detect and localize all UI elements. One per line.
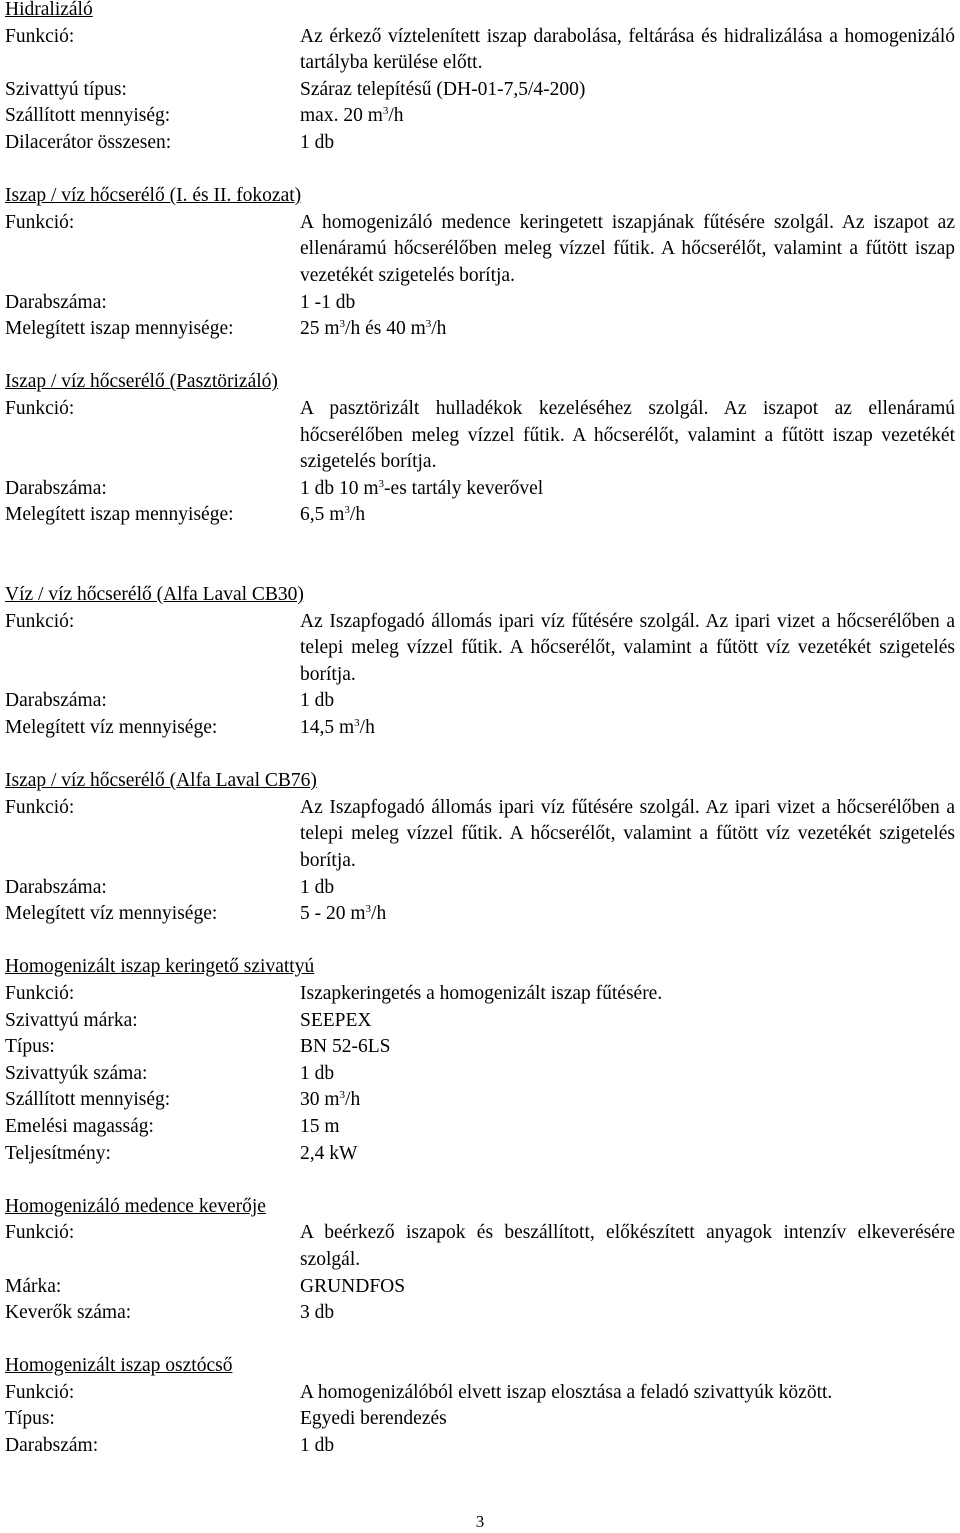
page-number: 3 [475,1512,485,1531]
section-title: Iszap / víz hőcserélő (Pasztörizáló) [5,371,278,393]
spec-value: Iszapkeringetés a homogenizált iszap fűtésére. [300,982,663,1004]
section-title: Homogenizált iszap keringető szivattyú [5,956,315,978]
spec-row-darabszama [5,476,955,503]
spec-value: 25 $m^3/h$ és 40 $m^3/h$ [300,318,447,340]
section-viz-viz-hocserelo-cb30 [5,582,955,742]
spec-row-melegitett-viz [5,715,955,742]
spec-label: Darabszáma: [5,876,107,898]
section-iszap-viz-hocserelo-fokozat [5,183,955,343]
spec-row-szivattyuk-szama [5,1061,955,1088]
spec-row-funkcio [5,1380,955,1407]
section-title: Iszap / víz hőcserélő (Alfa Laval CB76) [5,770,317,792]
spec-label: Szivattyú típus: [5,78,127,100]
spec-value: 14,5 $m^3/h$ [300,717,375,739]
spec-label: Funkció: [5,796,75,818]
spec-value: 3 db [300,1302,335,1324]
spec-label: Típus: [5,1408,55,1430]
spec-label: Szállított mennyiség: [5,1089,171,1111]
spec-value: A homogenizáló medence keringetett iszapjának fűtésére szolgál. Az iszapot az ellenáramú hőcserélőben meleg vízzel fűtik. A hőcserélőt, valamint a fűtött iszap vezetékét szigetelés borítja. [300,211,955,286]
spec-value: 1 db [300,1435,335,1457]
spec-value: 1 db [300,876,335,898]
spec-value: A homogenizálóból elvett iszap elosztása a feladó szivattyúk között. [300,1381,833,1403]
section-keringeto-szivattyu [5,954,955,1167]
spec-value: 5 - 20 $m^3/h$ [300,903,387,925]
spec-row-melegitett-iszap [5,316,955,343]
section-title: Hidralizáló [5,0,93,20]
spec-label: Szivattyúk száma: [5,1062,148,1084]
spec-label: Szivattyú márka: [5,1009,138,1031]
spec-label: Keverők száma: [5,1302,132,1324]
spec-label: Funkció: [5,211,75,233]
spec-row-tipus [5,1034,955,1061]
spec-value: 1 db [300,131,335,153]
spec-value: max. 20 $m^3/h$ [300,105,404,127]
spec-value: 15 m [300,1115,340,1137]
spec-value: Száraz telepítésű (DH-01-7,5/4-200) [300,78,586,100]
spec-label: Darabszáma: [5,477,107,499]
spec-row-darabszama [5,688,955,715]
section-title: Homogenizáló medence keverője [5,1195,266,1217]
spec-row-darabszama [5,290,955,317]
spec-row-darabszama [5,875,955,902]
spec-row-melegitett-viz [5,901,955,928]
spec-row-emelesi-magassag [5,1114,955,1141]
spec-label: Szállított mennyiség: [5,105,171,127]
spec-row-teljesitmeny [5,1141,955,1168]
spec-row-keverok-szama [5,1300,955,1327]
spec-row-funkcio [5,795,955,875]
spec-row-darabszam [5,1433,955,1460]
spec-value: 2,4 kW [300,1142,358,1164]
section-osztocso [5,1353,955,1459]
spec-row-szallitott-mennyiseg [5,1087,955,1114]
section-iszap-viz-hocserelo-cb76 [5,768,955,928]
spec-row-marka [5,1274,955,1301]
spec-value: A beérkező iszapok és beszállított, előkészített anyagok intenzív elkeverésére szolgál. [300,1222,955,1270]
spec-label: Emelési magasság: [5,1115,154,1137]
spec-value: 1 db 10 $m^3-es$ tartály keverővel [300,477,544,499]
spec-label: Darabszáma: [5,291,107,313]
spec-label: Melegített iszap mennyisége: [5,504,234,526]
spec-value: 1 -1 db [300,291,356,313]
spec-label: Funkció: [5,397,75,419]
spec-value: Egyedi berendezés [300,1408,447,1430]
spec-label: Márka: [5,1275,62,1297]
spec-value: A pasztörizált hulladékok kezeléséhez szolgál. Az iszapot az ellenáramú hőcserélőben meleg vízzel fűtik. A hőcserélőt, valamint a fűtött iszap vezetékét szigetelés borítja. [300,397,955,473]
spec-label: Melegített víz mennyisége: [5,903,218,925]
spec-value: 6,5 $m^3/h$ [300,504,366,526]
spec-row-melegitett-iszap [5,502,955,529]
section-hidralizalo [5,0,955,157]
spec-label: Melegített iszap mennyisége: [5,318,234,340]
spec-row-funkcio [5,609,955,689]
spec-value: 1 db [300,690,335,712]
spec-value: Az érkező víztelenített iszap darabolása, feltárása és hidralizálása a homogenizáló tartályba kerülése előtt. [300,25,955,74]
spec-row-dilacerator [5,130,955,157]
spec-row-funkcio [5,981,955,1008]
section-title: Homogenizált iszap osztócső [5,1355,233,1377]
spec-row-funkcio [5,1220,955,1273]
spec-label: Teljesítmény: [5,1142,111,1164]
spec-label: Melegített víz mennyisége: [5,717,218,739]
section-title: Iszap / víz hőcserélő (I. és II. fokozat) [5,185,302,207]
spec-label: Funkció: [5,1381,75,1403]
spec-row-funkcio [5,24,955,77]
spec-row-szivattyu-tipus [5,77,955,104]
spec-value: Az Iszapfogadó állomás ipari víz fűtésére szolgál. Az ipari vizet a hőcserélőben a telepi meleg vízzel fűtik. A hőcserélőt, valamint a fűtött víz vezetékét szigetelés borítja. [300,610,955,685]
spec-value: GRUNDFOS [300,1275,406,1297]
document-body [5,0,955,1460]
spec-label: Darabszáma: [5,690,107,712]
spec-label: Funkció: [5,610,75,632]
spec-row-tipus [5,1406,955,1433]
section-medence-keveroje [5,1194,955,1327]
spec-label: Funkció: [5,982,75,1004]
spec-label: Funkció: [5,1222,75,1244]
spec-value: BN 52-6LS [300,1036,391,1058]
spec-label: Típus: [5,1036,55,1058]
spec-row-funkcio [5,396,955,476]
spec-label: Darabszám: [5,1435,99,1457]
spec-row-szallitott-mennyiseg [5,103,955,130]
spec-value: 30 $m^3/h$ [300,1089,361,1111]
spec-label: Funkció: [5,25,75,47]
spec-value: SEEPEX [300,1009,372,1031]
section-title: Víz / víz hőcserélő (Alfa Laval CB30) [5,584,304,606]
spec-value: 1 db [300,1062,335,1084]
spec-value: Az Iszapfogadó állomás ipari víz fűtésére szolgál. Az ipari vizet a hőcserélőben a telepi meleg vízzel fűtik. A hőcserélőt, valamint a fűtött víz vezetékét szigetelés borítja. [300,796,955,871]
section-iszap-viz-hocserelo-pasztorizalo [5,369,955,529]
spec-row-szivattyu-marka [5,1008,955,1035]
spec-label: Dilacerátor összesen: [5,131,172,153]
spec-row-funkcio [5,210,955,290]
